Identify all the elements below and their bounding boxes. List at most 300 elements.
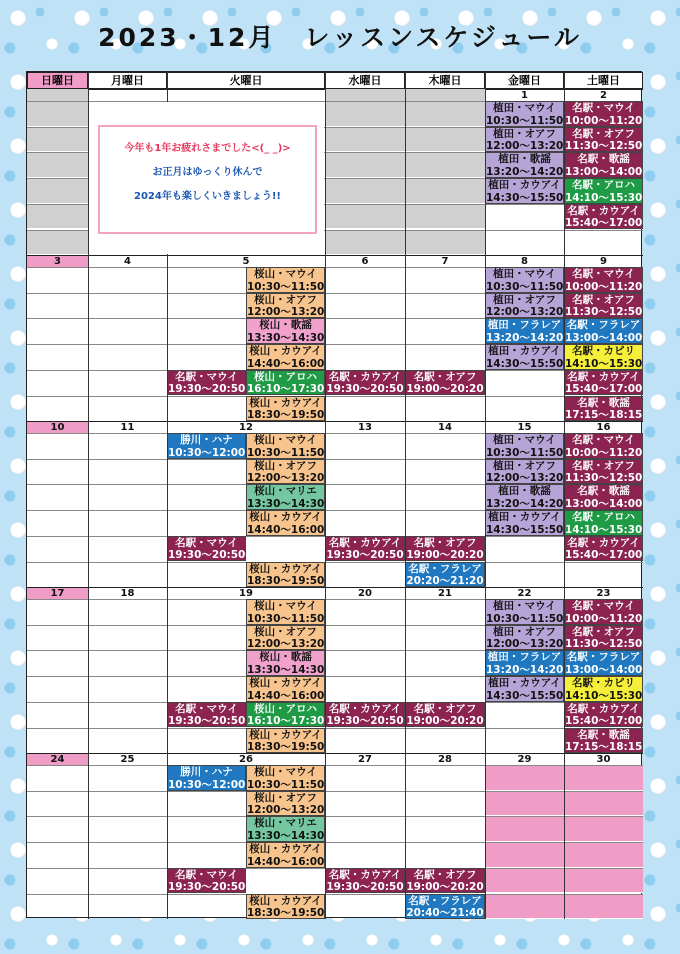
- lesson-name: 名駅・オアフ: [413, 868, 477, 881]
- lesson-block[interactable]: [564, 101, 643, 127]
- day-number: 13: [358, 422, 372, 433]
- blocked-cell: [325, 127, 405, 153]
- lesson-block[interactable]: [564, 433, 643, 459]
- lesson-name: 桜山・マウイ: [254, 434, 317, 446]
- lesson-block[interactable]: [564, 676, 643, 702]
- lesson-time: 14:30～15:50: [486, 523, 564, 536]
- day-number: 11: [120, 422, 135, 433]
- lesson-block[interactable]: [405, 562, 485, 588]
- lesson-name: 植田・マウイ: [493, 434, 556, 446]
- day-number: 4: [124, 256, 131, 267]
- lesson-name: 桜山・オアフ: [254, 293, 317, 306]
- lesson-block[interactable]: [167, 868, 246, 894]
- lesson-name: 名駅・アロハ: [572, 511, 635, 524]
- lesson-name: 桜山・マウイ: [254, 600, 317, 612]
- lesson-name: 名駅・フラレア: [408, 894, 482, 907]
- lesson-block[interactable]: [485, 127, 564, 153]
- lesson-block[interactable]: [485, 510, 564, 536]
- lesson-time: 10:30～11:50: [486, 612, 564, 625]
- lesson-time: 17:15～18:15: [565, 741, 643, 754]
- lesson-name: 名駅・マウイ: [175, 370, 238, 383]
- lesson-block[interactable]: [485, 484, 564, 510]
- day-number: 12: [239, 422, 253, 433]
- blocked-cell: [325, 152, 405, 178]
- lesson-name: 名駅・フラレア: [566, 651, 641, 664]
- day-number: 21: [438, 588, 452, 599]
- blocked-cell: [325, 178, 405, 204]
- lesson-block[interactable]: [564, 178, 643, 204]
- lesson-time: 12:00～13:20: [486, 638, 564, 651]
- holiday-cell: [564, 791, 643, 817]
- lesson-block[interactable]: [485, 344, 564, 370]
- notice-box: [98, 125, 317, 234]
- blocked-cell: [27, 127, 88, 153]
- lesson-time: 18:30～19:50: [247, 741, 325, 754]
- lesson-time: 19:30～20:50: [168, 549, 246, 562]
- lesson-block[interactable]: [485, 459, 564, 485]
- column-line: [325, 72, 326, 919]
- lesson-name: 名駅・オアフ: [413, 370, 477, 383]
- lesson-time: 13:30～14:30: [247, 497, 325, 510]
- lesson-name: 植田・オアフ: [493, 625, 556, 638]
- lesson-time: 12:00～13:20: [247, 638, 325, 651]
- monday-header: 月曜日: [88, 72, 167, 89]
- lesson-block[interactable]: [246, 676, 325, 702]
- lesson-block[interactable]: [246, 765, 325, 791]
- lesson-time: 11:30～12:50: [565, 306, 643, 319]
- lesson-block[interactable]: [564, 625, 643, 651]
- lesson-block[interactable]: [325, 702, 405, 728]
- holiday-cell: [564, 765, 643, 791]
- lesson-block[interactable]: [246, 396, 325, 422]
- lesson-block[interactable]: [167, 702, 246, 728]
- lesson-block[interactable]: [564, 267, 643, 293]
- lesson-name: 植田・歌謡: [498, 153, 551, 166]
- lesson-name: 名駅・フラレア: [408, 562, 482, 575]
- lesson-block[interactable]: [246, 510, 325, 536]
- lesson-time: 10:30～12:00: [168, 778, 246, 791]
- lesson-name: 桜山・カウアイ: [249, 894, 322, 907]
- lesson-block[interactable]: [246, 293, 325, 319]
- lesson-time: 16:10～17:30: [247, 383, 325, 396]
- day-number: 22: [517, 588, 532, 599]
- lesson-name: 名駅・カウアイ: [567, 536, 640, 549]
- lesson-name: 植田・フラレア: [487, 319, 562, 332]
- blocked-cell: [405, 152, 485, 178]
- day-number: 3: [27, 256, 88, 268]
- lesson-name: 名駅・カウアイ: [328, 868, 402, 881]
- column-line: [405, 72, 406, 919]
- lesson-block[interactable]: [564, 127, 643, 153]
- notice-line: 2024年も楽しくいきましょう!!: [134, 191, 281, 202]
- holiday-cell: [485, 791, 564, 817]
- lesson-name: 桜山・カウアイ: [249, 562, 322, 575]
- lesson-block[interactable]: [246, 562, 325, 588]
- day-number: 28: [438, 754, 452, 765]
- lesson-time: 19:00～20:20: [406, 881, 484, 894]
- lesson-time: 14:10～15:30: [565, 191, 643, 204]
- day-number: 9: [600, 256, 607, 267]
- day-number: 8: [521, 256, 528, 267]
- lesson-time: 10:30～11:50: [247, 280, 325, 293]
- lesson-name: 桜山・カウアイ: [249, 677, 322, 690]
- lesson-block[interactable]: [167, 433, 246, 459]
- lesson-block[interactable]: [485, 318, 564, 344]
- lesson-name: 名駅・オアフ: [572, 127, 635, 140]
- lesson-name: 名駅・カウアイ: [328, 536, 402, 549]
- lesson-block[interactable]: [246, 625, 325, 651]
- lesson-block[interactable]: [325, 536, 405, 562]
- day-number: 7: [441, 256, 449, 267]
- lesson-time: 14:30～15:50: [486, 357, 564, 370]
- lesson-name: 桜山・カウアイ: [249, 843, 322, 856]
- lesson-name: 桜山・マリエ: [254, 817, 317, 830]
- lesson-name: 名駅・カピリ: [572, 677, 635, 690]
- lesson-block[interactable]: [246, 370, 325, 396]
- lesson-time: 13:20～14:20: [486, 165, 564, 178]
- lesson-name: 桜山・マウイ: [254, 268, 317, 280]
- slot-line: [27, 816, 643, 817]
- holiday-cell: [485, 842, 564, 868]
- lesson-time: 10:00～11:20: [565, 280, 643, 293]
- slot-line: [27, 842, 643, 843]
- wednesday-header: 水曜日: [325, 72, 405, 89]
- day-number: 17: [27, 588, 88, 600]
- notice-line: 今年も1年お疲れさまでした<(_ _)>: [124, 143, 291, 154]
- lesson-name: 名駅・歌謡: [577, 728, 630, 741]
- lesson-time: 10:30～11:50: [486, 446, 564, 459]
- lesson-name: 名駅・歌謡: [577, 153, 630, 166]
- lesson-name: 名駅・オアフ: [572, 293, 635, 306]
- holiday-cell: [485, 894, 564, 920]
- lesson-block[interactable]: [564, 484, 643, 510]
- lesson-block[interactable]: [405, 536, 485, 562]
- day-number: 29: [517, 754, 532, 765]
- lesson-name: 桜山・カウアイ: [249, 345, 322, 358]
- lesson-name: 桜山・歌謡: [259, 651, 312, 664]
- lesson-block[interactable]: [246, 433, 325, 459]
- day-number: 24: [27, 754, 88, 766]
- blocked-cell: [27, 230, 88, 256]
- blocked-cell: [405, 230, 485, 256]
- lesson-time: 19:00～20:20: [406, 549, 484, 562]
- day-number: 18: [120, 588, 135, 599]
- lesson-time: 19:30～20:50: [326, 881, 404, 894]
- lesson-block[interactable]: [167, 765, 246, 791]
- lesson-time: 18:30～19:50: [247, 907, 325, 920]
- lesson-name: 植田・マウイ: [493, 102, 556, 114]
- lesson-time: 12:00～13:20: [247, 804, 325, 817]
- lesson-time: 13:30～14:30: [247, 331, 325, 344]
- lesson-block[interactable]: [564, 152, 643, 178]
- lesson-name: 植田・カウアイ: [488, 677, 561, 690]
- blocked-cell: [27, 178, 88, 204]
- lesson-block[interactable]: [325, 370, 405, 396]
- lesson-time: 12:00～13:20: [247, 472, 325, 485]
- lesson-name: 名駅・オアフ: [572, 459, 635, 472]
- lesson-name: 名駅・マウイ: [572, 102, 635, 114]
- lesson-time: 11:30～12:50: [565, 140, 643, 153]
- lesson-block[interactable]: [246, 650, 325, 676]
- slot-line: [27, 728, 643, 729]
- lesson-name: 名駅・マウイ: [175, 536, 238, 549]
- lesson-name: 桜山・オアフ: [254, 459, 317, 472]
- blocked-cell: [325, 230, 405, 256]
- lesson-name: 名駅・アロハ: [572, 179, 635, 192]
- lesson-name: 植田・歌謡: [498, 485, 551, 498]
- lesson-block[interactable]: [564, 702, 643, 728]
- lesson-time: 19:30～20:50: [168, 383, 246, 396]
- lesson-time: 15:40～17:00: [565, 715, 643, 728]
- friday-header: 金曜日: [485, 72, 564, 89]
- blocked-cell: [27, 204, 88, 230]
- lesson-block[interactable]: [246, 702, 325, 728]
- lesson-name: 桜山・オアフ: [254, 625, 317, 638]
- lesson-block[interactable]: [564, 536, 643, 562]
- lesson-name: 桜山・アロハ: [254, 370, 317, 383]
- lesson-time: 12:00～13:20: [486, 306, 564, 319]
- lesson-block[interactable]: [246, 728, 325, 754]
- day-number: 16: [596, 422, 611, 433]
- lesson-name: 名駅・マウイ: [175, 702, 238, 715]
- lesson-time: 10:30～11:50: [486, 114, 564, 127]
- lesson-block[interactable]: [405, 702, 485, 728]
- day-number: 23: [596, 588, 611, 599]
- lesson-time: 14:10～15:30: [565, 689, 643, 702]
- holiday-cell: [564, 868, 643, 894]
- lesson-block[interactable]: [564, 370, 643, 396]
- blocked-cell: [27, 152, 88, 178]
- lesson-name: 桜山・カウアイ: [249, 728, 322, 741]
- lesson-name: 名駅・マウイ: [572, 434, 635, 446]
- blocked-cell: [405, 127, 485, 153]
- lesson-time: 19:00～20:20: [406, 715, 484, 728]
- lesson-block[interactable]: [485, 599, 564, 625]
- thursday-header: 木曜日: [405, 72, 485, 89]
- lesson-time: 13:00～14:00: [565, 497, 643, 510]
- lesson-time: 15:40～17:00: [565, 217, 643, 230]
- blocked-cell: [405, 178, 485, 204]
- lesson-time: 11:30～12:50: [565, 472, 643, 485]
- lesson-time: 14:40～16:00: [247, 689, 325, 702]
- day-number: 19: [239, 588, 253, 599]
- lesson-name: 桜山・歌謡: [259, 319, 312, 332]
- lesson-time: 15:40～17:00: [565, 549, 643, 562]
- lesson-name: 名駅・歌謡: [577, 485, 630, 498]
- lesson-name: 名駅・カウアイ: [567, 702, 640, 715]
- lesson-time: 13:20～14:20: [486, 497, 564, 510]
- lesson-time: 18:30～19:50: [247, 409, 325, 422]
- lesson-block[interactable]: [564, 728, 643, 754]
- lesson-time: 14:30～15:50: [486, 689, 564, 702]
- lesson-name: 名駅・カウアイ: [567, 370, 640, 383]
- day-number: 6: [361, 256, 369, 267]
- lesson-name: 名駅・オアフ: [413, 702, 477, 715]
- lesson-name: 桜山・アロハ: [254, 702, 317, 715]
- lesson-time: 10:30～12:00: [168, 446, 246, 459]
- lesson-name: 勝川・ハナ: [180, 766, 233, 778]
- lesson-time: 12:00～13:20: [247, 306, 325, 319]
- lesson-name: 桜山・マリエ: [254, 485, 317, 498]
- day-number: 27: [358, 754, 372, 765]
- lesson-block[interactable]: [564, 459, 643, 485]
- lesson-time: 13:20～14:20: [486, 663, 564, 676]
- day-number: 30: [596, 754, 611, 765]
- lesson-name: 植田・フラレア: [487, 651, 562, 664]
- lesson-time: 18:30～19:50: [247, 575, 325, 588]
- lesson-block[interactable]: [167, 370, 246, 396]
- lesson-block[interactable]: [564, 318, 643, 344]
- lesson-time: 14:10～15:30: [565, 523, 643, 536]
- lesson-time: 10:00～11:20: [565, 446, 643, 459]
- calendar-grid: [26, 71, 642, 918]
- day-number: 25: [120, 754, 135, 765]
- lesson-time: 13:20～14:20: [486, 331, 564, 344]
- lesson-name: 名駅・カウアイ: [567, 204, 640, 217]
- lesson-time: 10:00～11:20: [565, 612, 643, 625]
- lesson-block[interactable]: [564, 396, 643, 422]
- lesson-name: 桜山・オアフ: [254, 791, 317, 804]
- lesson-time: 14:10～15:30: [565, 357, 643, 370]
- lesson-name: 勝川・ハナ: [180, 434, 233, 446]
- lesson-block[interactable]: [246, 459, 325, 485]
- tuesday-header: 火曜日: [167, 72, 325, 89]
- lesson-time: 19:30～20:50: [326, 383, 404, 396]
- lesson-block[interactable]: [246, 599, 325, 625]
- lesson-block[interactable]: [405, 868, 485, 894]
- saturday-header: 土曜日: [564, 72, 643, 89]
- lesson-block[interactable]: [246, 318, 325, 344]
- lesson-time: 13:30～14:30: [247, 663, 325, 676]
- holiday-cell: [564, 894, 643, 920]
- lesson-name: 桜山・カウアイ: [249, 396, 322, 409]
- lesson-block[interactable]: [485, 152, 564, 178]
- lesson-time: 19:30～20:50: [168, 881, 246, 894]
- lesson-name: 名駅・カウアイ: [328, 702, 402, 715]
- slot-line: [27, 791, 643, 792]
- lesson-name: 名駅・フラレア: [566, 319, 641, 332]
- blocked-cell: [405, 204, 485, 230]
- lesson-time: 19:30～20:50: [326, 549, 404, 562]
- lesson-block[interactable]: [485, 101, 564, 127]
- lesson-time: 10:30～11:50: [247, 446, 325, 459]
- lesson-block[interactable]: [485, 676, 564, 702]
- lesson-time: 14:40～16:00: [247, 855, 325, 868]
- lesson-name: 名駅・オアフ: [413, 536, 477, 549]
- lesson-block[interactable]: [564, 599, 643, 625]
- lesson-block[interactable]: [564, 510, 643, 536]
- column-line: [564, 72, 565, 919]
- lesson-block[interactable]: [485, 625, 564, 651]
- lesson-block[interactable]: [564, 293, 643, 319]
- lesson-name: 植田・マウイ: [493, 268, 556, 280]
- slot-line: [27, 765, 643, 766]
- lesson-block[interactable]: [246, 344, 325, 370]
- lesson-time: 10:30～11:50: [486, 280, 564, 293]
- day-number: 14: [438, 422, 452, 433]
- lesson-block[interactable]: [246, 842, 325, 868]
- lesson-block[interactable]: [485, 178, 564, 204]
- holiday-cell: [564, 842, 643, 868]
- lesson-block[interactable]: [325, 868, 405, 894]
- lesson-name: 名駅・歌謡: [577, 396, 630, 409]
- lesson-block[interactable]: [167, 536, 246, 562]
- lesson-name: 名駅・マウイ: [572, 268, 635, 280]
- lesson-block[interactable]: [485, 267, 564, 293]
- lesson-time: 11:30～12:50: [565, 638, 643, 651]
- lesson-name: 桜山・マウイ: [254, 766, 317, 778]
- lesson-time: 13:00～14:00: [565, 165, 643, 178]
- slot-line: [27, 894, 643, 895]
- day-number: 15: [517, 422, 532, 433]
- lesson-block[interactable]: [564, 344, 643, 370]
- lesson-time: 12:00～13:20: [486, 472, 564, 485]
- lesson-name: 植田・マウイ: [493, 600, 556, 612]
- lesson-time: 16:10～17:30: [247, 715, 325, 728]
- lesson-time: 13:00～14:00: [565, 663, 643, 676]
- day-number: 1: [521, 90, 528, 101]
- column-line: [485, 72, 486, 919]
- lesson-time: 13:30～14:30: [247, 829, 325, 842]
- slot-line: [27, 562, 643, 563]
- holiday-cell: [485, 765, 564, 791]
- holiday-cell: [485, 868, 564, 894]
- lesson-name: 名駅・マウイ: [572, 600, 635, 612]
- lesson-time: 10:30～11:50: [247, 612, 325, 625]
- day-number: 20: [358, 588, 372, 599]
- lesson-name: 名駅・カピリ: [572, 345, 635, 358]
- holiday-cell: [564, 816, 643, 842]
- lesson-time: 10:30～11:50: [247, 778, 325, 791]
- lesson-block[interactable]: [246, 791, 325, 817]
- lesson-name: 桜山・カウアイ: [249, 511, 322, 524]
- lesson-block[interactable]: [564, 650, 643, 676]
- lesson-name: 名駅・マウイ: [175, 868, 238, 881]
- notice-line: お正月はゆっくり休んで: [152, 167, 263, 178]
- lesson-block[interactable]: [485, 650, 564, 676]
- lesson-time: 10:00～11:20: [565, 114, 643, 127]
- lesson-block[interactable]: [246, 484, 325, 510]
- lesson-block[interactable]: [405, 370, 485, 396]
- day-number: 2: [600, 90, 607, 101]
- holiday-cell: [485, 816, 564, 842]
- lesson-block[interactable]: [246, 267, 325, 293]
- lesson-block[interactable]: [485, 293, 564, 319]
- blocked-cell: [325, 204, 405, 230]
- lesson-time: 17:15～18:15: [565, 409, 643, 422]
- lesson-time: 14:30～15:50: [486, 191, 564, 204]
- lesson-block[interactable]: [564, 204, 643, 230]
- lesson-name: 植田・カウアイ: [488, 511, 561, 524]
- lesson-time: 14:40～16:00: [247, 357, 325, 370]
- lesson-time: 19:30～20:50: [168, 715, 246, 728]
- lesson-block[interactable]: [246, 894, 325, 920]
- lesson-block[interactable]: [246, 816, 325, 842]
- lesson-time: 13:00～14:00: [565, 331, 643, 344]
- lesson-name: 植田・オアフ: [493, 127, 556, 140]
- day-number: 10: [27, 422, 88, 434]
- page-title: 2023・12月 レッスンスケジュール: [98, 23, 582, 52]
- lesson-block[interactable]: [485, 433, 564, 459]
- lesson-block[interactable]: [405, 894, 485, 920]
- lesson-time: 19:00～20:20: [406, 383, 484, 396]
- lesson-time: 20:20～21:20: [406, 575, 484, 588]
- day-number: 26: [239, 754, 253, 765]
- lesson-time: 15:40～17:00: [565, 383, 643, 396]
- sunday-header: 日曜日: [27, 72, 88, 89]
- lesson-name: 植田・カウアイ: [488, 345, 561, 358]
- lesson-name: 植田・カウアイ: [488, 179, 561, 192]
